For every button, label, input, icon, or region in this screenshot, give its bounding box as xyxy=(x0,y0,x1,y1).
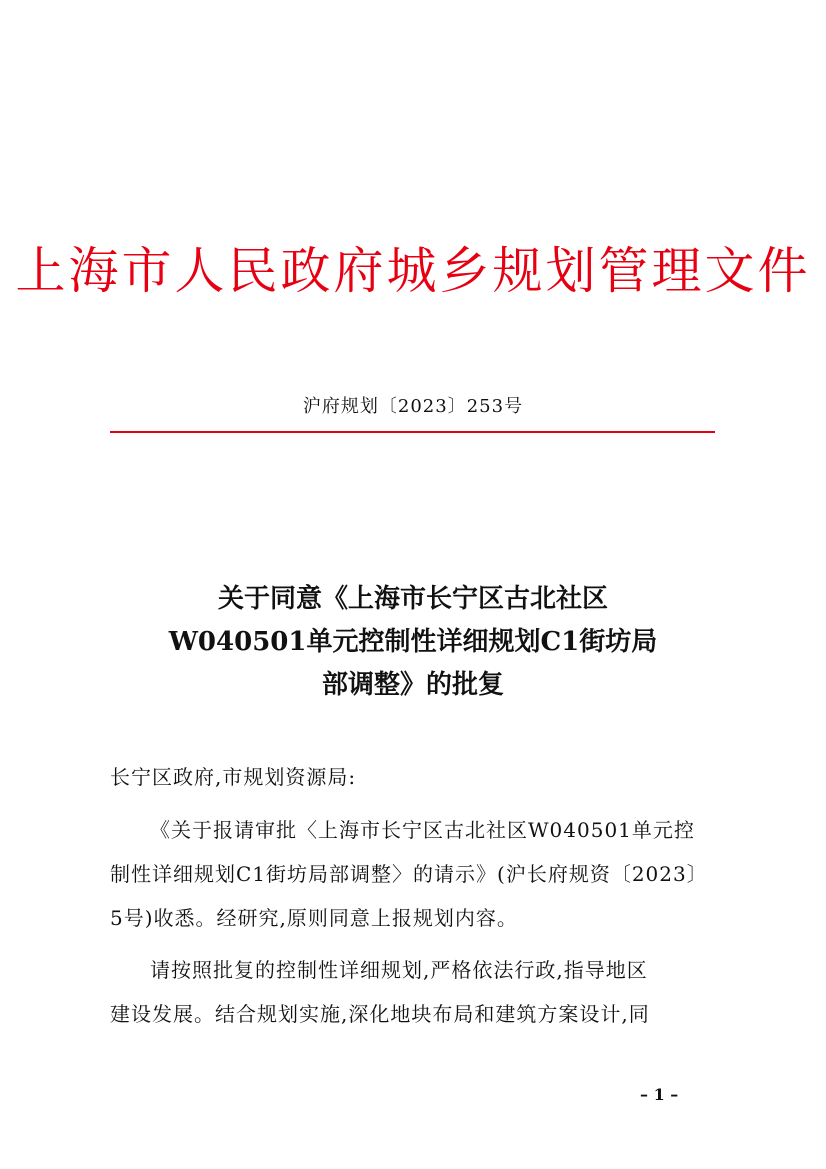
red-divider-line xyxy=(110,431,715,433)
page-number: – 1 – xyxy=(640,1085,679,1104)
document-header-title: 上海市人民政府城乡规划管理文件 xyxy=(15,242,811,300)
body-paragraph-1 xyxy=(110,808,715,940)
body-line: 制性详细规划C1街坊局部调整〉的请示》(沪长府规资〔2023〕 xyxy=(110,862,708,886)
document-number: 沪府规划〔2023〕253号 xyxy=(302,396,524,417)
body-line: 请按照批复的控制性详细规划,严格依法行政,指导地区 xyxy=(150,958,648,982)
document-title xyxy=(0,578,826,707)
document-title-line: 关于同意《上海市长宁区古北社区 xyxy=(217,584,608,614)
document-title-line: W040501单元控制性详细规划C1街坊局 xyxy=(168,627,658,657)
salutation: 长宁区政府,市规划资源局: xyxy=(110,765,357,789)
body-line: 《关于报请审批〈上海市长宁区古北社区W040501单元控 xyxy=(150,818,695,842)
body-paragraph-2 xyxy=(110,948,715,1036)
body-line: 建设发展。结合规划实施,深化地块布局和建筑方案设计,同 xyxy=(110,1002,650,1026)
document-title-line: 部调整》的批复 xyxy=(321,670,504,700)
body-line: 5号)收悉。经研究,原则同意上报规划内容。 xyxy=(110,906,518,930)
